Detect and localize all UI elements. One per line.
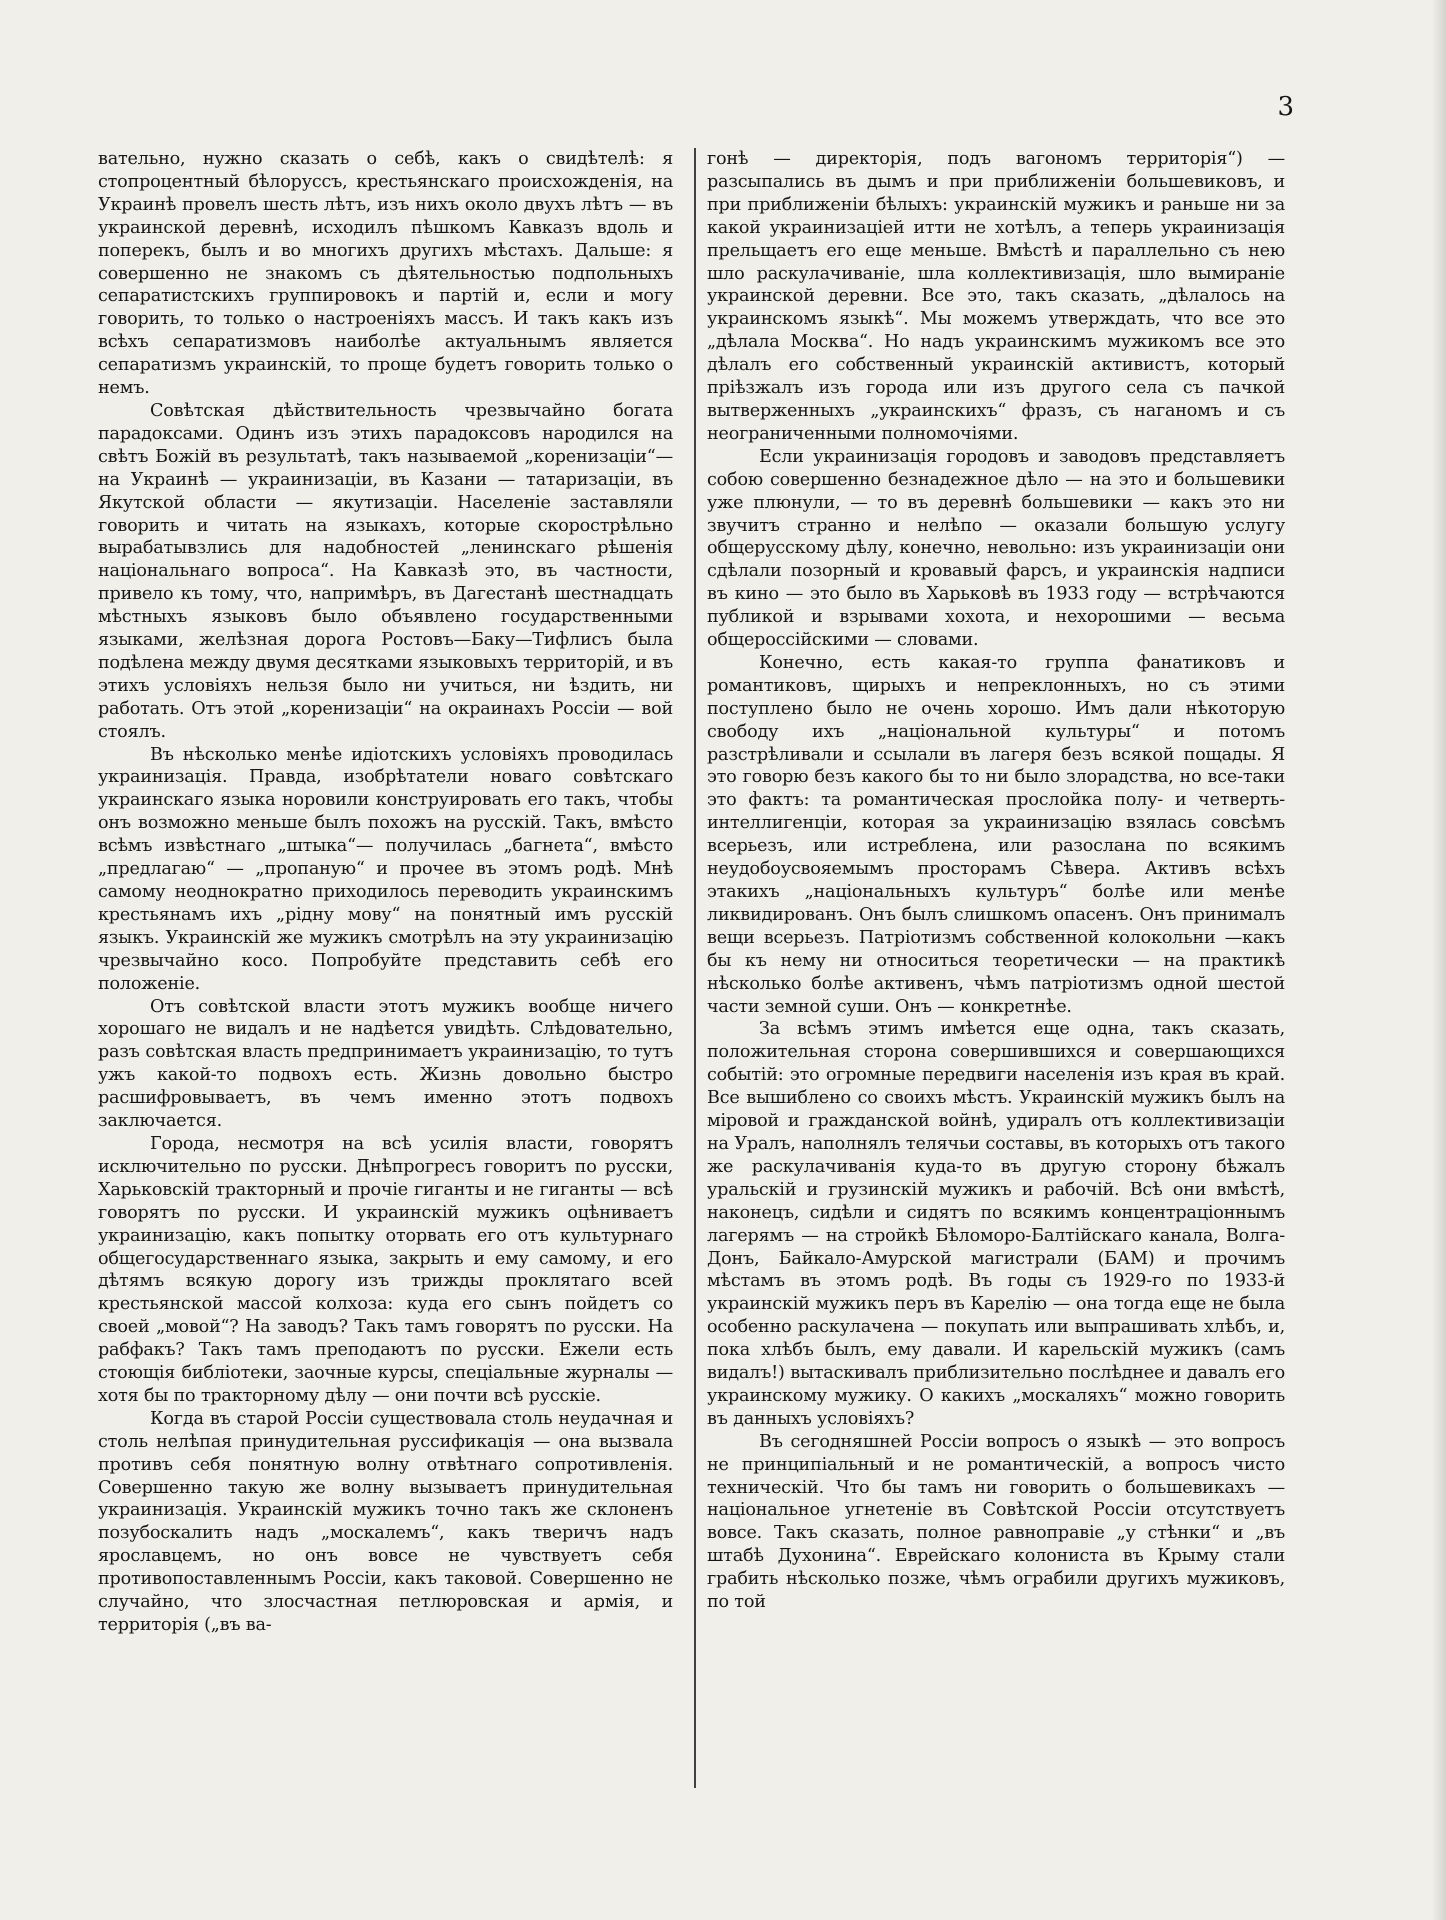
paragraph: Въ нѣсколько менѣе идіотскихъ условіяхъ проводилась украинизація. Правда, изобрѣтатели новаго совѣтскаго украинскаго языка норовили конструировать его такъ, чтобы онъ возможно меньше былъ похожъ на русскій. Такъ, вмѣсто всѣмъ извѣстнаго „штыка“— получилась „багнета“, вмѣсто „предлагаю“ — „пропаную“ и прочее въ этомъ родѣ. Мнѣ самому неоднократно приходилось переводить украинскимъ крестьянамъ ихъ „рідну мову“ на понятный имъ русскій языкъ. Украинскій же мужикъ смотрѣлъ на эту украинизацію чрезвычайно косо. Попробуйте представить себѣ его положеніе. <box>98 744 673 994</box>
left-column <box>98 148 673 1637</box>
paragraph: Если украинизація городовъ и заводовъ представляетъ собою совершенно безнадежное дѣло — на это и большевики уже плюнули, — то въ деревнѣ большевики — какъ это ни звучитъ странно и нелѣпо — оказали большую услугу общерусскому дѣлу, конечно, невольно: изъ украинизаціи они сдѣлали позорный и кровавый фарсъ, и украинскія надписи въ кино — это было въ Харьковѣ въ 1933 году — встрѣчаются публикой и взрывами хохота, и нехорошими — весьма общероссійскими — словами. <box>707 446 1285 651</box>
paragraph: гонѣ — директорія, подъ вагономъ территорія“) — разсыпались въ дымъ и при приближеніи большевиковъ, и при приближеніи бѣлыхъ: украинскій мужикъ и раньше ни за какой украинизаціей итти не хотѣлъ, а теперь украинизація прельщаетъ его еще меньше. Вмѣстѣ и параллельно съ нею шло раскулачиваніе, шла коллективизація, шло вымираніе украинской деревни. Все это, такъ сказать, „дѣлалось на украинскомъ языкѣ“. Мы можемъ утверждать, что все это „дѣлала Москва“. Но надъ украинскимъ мужикомъ все это дѣлалъ его собственный украинскій активистъ, который пріѣзжалъ изъ города или изъ другого села съ пачкой вытверженныхъ „украинскихъ“ фразъ, съ наганомъ и съ неограниченными полномочіями. <box>707 149 1285 444</box>
page-edge-shadow <box>1432 0 1446 1920</box>
paragraph: За всѣмъ этимъ имѣется еще одна, такъ сказать, положительная сторона совершившихся и совершающихся событій: это огромные передвиги населенія изъ края въ край. Все вышиблено со своихъ мѣстъ. Украинскій мужикъ былъ на міровой и гражданской войнѣ, удиралъ отъ коллективизаціи на Уралъ, наполнялъ телячьи составы, въ которыхъ отъ такого же раскулачиванія куда-то въ другую сторону бѣжалъ уральскій и грузинскій мужикъ и рабочій. Всѣ они вмѣстѣ, наконецъ, сидѣли и сидятъ по всякимъ концентраціоннымъ лагерямъ — на стройкѣ Бѣломоро-Балтійскаго канала, Волга-Донъ, Байкало-Амурской магистрали (БАМ) и прочимъ мѣстамъ въ этомъ родѣ. Въ годы съ 1929-го по 1933-й украинскій мужикъ перъ въ Карелію — она тогда еще не была особенно раскулачена — покупать или выпрашивать хлѣбъ, и, пока хлѣбъ былъ, ему давали. И карельскій мужикъ (самъ видалъ!) вытаскивалъ приблизительно послѣднее и давалъ его украинскому мужику. О какихъ „москаляхъ“ можно говорить въ данныхъ условіяхъ? <box>707 1019 1285 1429</box>
paragraph: Города, несмотря на всѣ усилія власти, говорятъ исключительно по русски. Днѣпрогресъ говоритъ по русски, Харьковскій тракторный и прочіе гиганты и не гиганты — всѣ говорятъ по русски. И украинскій мужикъ оцѣниваетъ украинизацію, какъ попытку оторвать его отъ культурнаго общегосударственнаго языка, закрыть и ему самому, и его дѣтямъ всякую дорогу изъ трижды проклятаго всей крестьянской массой колхоза: куда его сынъ пойдетъ со своей „мовой“? На заводъ? Такъ тамъ говорятъ по русски. На рабфакъ? Такъ тамъ преподаютъ по русски. Ежели есть стоющія библіотеки, заочные курсы, спеціальные журналы — хотя бы по тракторному дѣлу — они почти всѣ русскіе. <box>98 1133 673 1406</box>
right-column <box>707 148 1285 1614</box>
paragraph: Отъ совѣтской власти этотъ мужикъ вообще ничего хорошаго не видалъ и не надѣется увидѣть. Слѣдовательно, разъ совѣтская власть предпринимаетъ украинизацію, то тутъ ужъ какой-то подвохъ есть. Жизнь довольно быстро расшифровываетъ, въ чемъ именно этотъ подвохъ заключается. <box>98 996 673 1132</box>
page-number: 3 <box>1277 92 1294 122</box>
paragraph: Въ сегодняшней Россіи вопросъ о языкѣ — это вопросъ не принципіальный и не романтическій, а вопросъ чисто техническій. Что бы тамъ ни говорить о большевикахъ — національное угнетеніе въ Совѣтской Россіи отсутствуетъ вовсе. Такъ сказать, полное равноправіе „у стѣнки“ и „въ штабѣ Духонина“. Еврейскаго колониста въ Крыму стали грабить нѣсколько позже, чѣмъ ограбили другихъ мужиковъ, по той <box>707 1431 1285 1613</box>
paragraph: Конечно, есть какая-то группа фанатиковъ и романтиковъ, щирыхъ и непреклонныхъ, но съ этими поступлено было не очень хорошо. Имъ дали нѣкоторую свободу ихъ „національной культуры“ и потомъ разстрѣливали и ссылали въ лагеря безъ всякой пощады. Я это говорю безъ какого бы то ни было злорадства, но все-таки это фактъ: та романтическая прослойка полу- и четверть-интеллигенціи, которая за украинизацію взялась совсѣмъ всерьезъ, или истреблена, или разослана по всякимъ неудобоусвояемымъ просторамъ Сѣвера. Активъ всѣхъ этакихъ „національныхъ культуръ“ болѣе или менѣе ликвидированъ. Онъ былъ слишкомъ опасенъ. Онъ принималъ вещи всерьезъ. Патріотизмъ собственной колокольни —какъ бы къ нему ни относиться теоретически — на практикѣ нѣсколько болѣе активенъ, чѣмъ патріотизмъ одной шестой части земной суши. Онъ — конкретнѣе. <box>707 652 1285 1017</box>
column-divider <box>694 148 696 1788</box>
paragraph: Когда въ старой Россіи существовала столь неудачная и столь нелѣпая принудительная руссификація — она вызвала противъ себя понятную волну отвѣтнаго сопротивленія. Совершенно такую же волну вызываетъ принудительная украинизація. Украинскій мужикъ точно такъ же склоненъ позубоскалить надъ „москалемъ“, какъ тверичъ надъ ярославцемъ, но онъ вовсе не чувствуетъ себя противопоставленнымъ Россіи, какъ таковой. Совершенно не случайно, что злосчастная петлюровская и армія, и территорія („въ ва- <box>98 1408 673 1635</box>
paragraph: вательно, нужно сказать о себѣ, какъ о свидѣтелѣ: я стопроцентный бѣлоруссъ, крестьянскаго происхожденія, на Украинѣ провелъ шесть лѣтъ, изъ нихъ около двухъ лѣтъ — въ украинской деревнѣ, исходилъ пѣшкомъ Кавказъ вдоль и поперекъ, былъ и во многихъ другихъ мѣстахъ. Дальше: я совершенно не знакомъ съ дѣятельностью подпольныхъ сепаратистскихъ группировокъ и партій и, если и могу говорить, то только о настроеніяхъ массъ. И такъ какъ изъ всѣхъ сепаратизмовъ наиболѣе актуальнымъ является сепаратизмъ украинскій, то проще будетъ говорить только о немъ. <box>98 149 673 399</box>
paragraph: Совѣтская дѣйствительность чрезвычайно богата парадоксами. Одинъ изъ этихъ парадоксовъ народился на свѣтъ Божій въ результатѣ, такъ называемой „коренизаціи“—на Украинѣ — украинизаціи, въ Казани — татаризаціи, въ Якутской области — якутизаціи. Населеніе заставляли говорить и читать на языкахъ, которые скорострѣльно вырабатывзлись для надобностей „ленинскаго рѣшенія національнаго вопроса“. На Кавказѣ это, въ частности, привело къ тому, что, напримѣръ, въ Дагестанѣ шестнадцать мѣстныхъ языковъ было объявлено государственными языками, желѣзная дорога Ростовъ—Баку—Тифлисъ была подѣлена между двумя десятками языковыхъ территорій, и въ этихъ условіяхъ нельзя было ни учиться, ни ѣздить, ни работать. Отъ этой „коренизаціи“ на окраинахъ Россіи — вой стоялъ. <box>98 400 673 742</box>
